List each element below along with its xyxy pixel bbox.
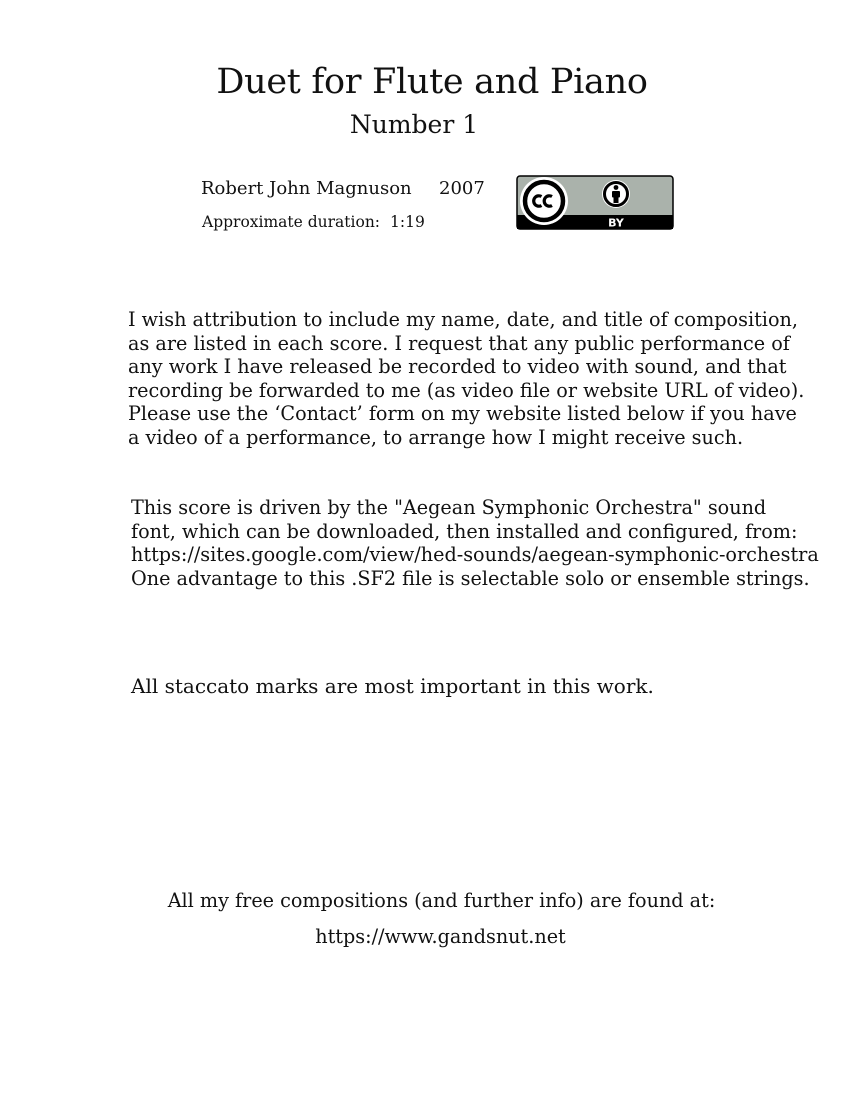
duration-label: Approximate duration: xyxy=(202,213,381,231)
soundfont-notice xyxy=(131,496,819,590)
staccato-note: All staccato marks are most important in this work. xyxy=(131,674,654,698)
attribution-notice-line: recording be forwarded to me (as video file or website URL of video). xyxy=(128,378,805,402)
composition-year: 2007 xyxy=(439,178,485,199)
soundfont-notice-line: One advantage to this .SF2 file is selectable solo or ensemble strings. xyxy=(131,566,810,590)
attribution-notice-line: I wish attribution to include my name, date, and title of composition, xyxy=(128,308,798,331)
page-title: Duet for Flute and Piano xyxy=(216,62,648,102)
attribution-person-icon xyxy=(602,180,630,208)
page-subtitle: Number 1 xyxy=(349,110,479,139)
attribution-notice xyxy=(128,308,804,449)
attribution-notice-line: as are listed in each score. I request that any public performance of xyxy=(128,331,790,355)
license-badge-label: BY xyxy=(608,216,624,230)
soundfont-url: https://sites.google.com/view/hed-sounds/aegean-symphonic-orchestra xyxy=(131,543,819,566)
soundfont-notice-line: font, which can be downloaded, then installed and configured, from: xyxy=(131,519,798,543)
attribution-notice-line: Please use the ‘Contact’ form on my website listed below if you have xyxy=(128,402,797,425)
duration-info xyxy=(202,213,425,231)
footer-text: All my free compositions (and further info) are found at: xyxy=(167,889,716,912)
cc-by-license-badge xyxy=(516,175,674,230)
attribution-notice-line: a video of a performance, to arrange how I might receive such. xyxy=(128,425,744,449)
website-url: https://www.gandsnut.net xyxy=(315,925,566,948)
cc-logo-icon xyxy=(520,177,568,225)
composer-name: Robert John Magnuson xyxy=(201,178,412,199)
attribution-notice-line: any work I have released be recorded to video with sound, and that xyxy=(128,355,787,378)
duration-value: 1:19 xyxy=(390,213,425,231)
soundfont-notice-line: This score is driven by the "Aegean Symphonic Orchestra" sound xyxy=(131,496,767,519)
